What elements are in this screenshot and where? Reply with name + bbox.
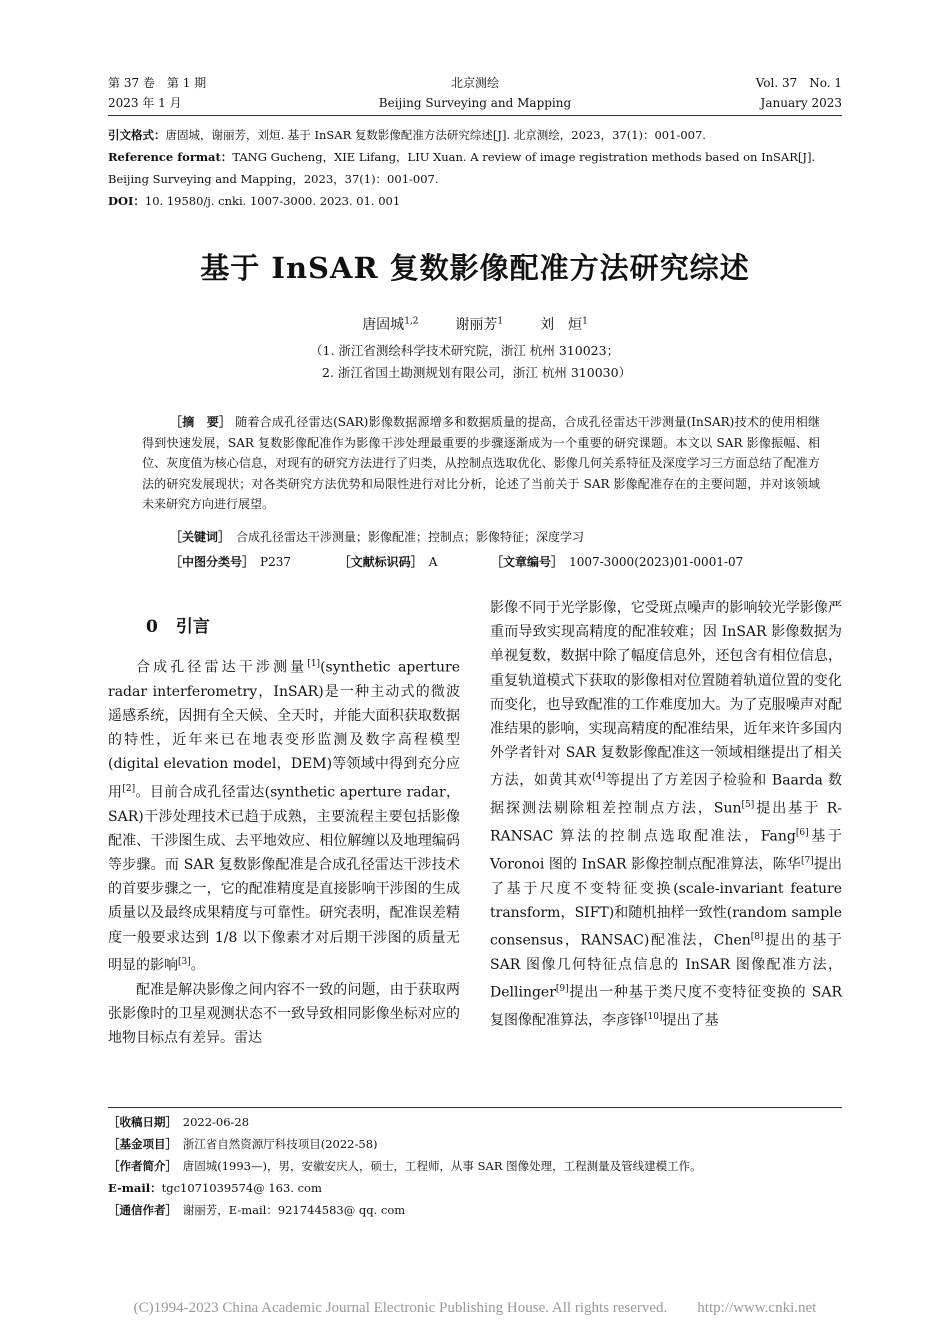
journal-volume-issue: 第 37 卷 第 1 期 bbox=[108, 76, 207, 90]
paragraph: 配准是解决影像之间内容不一致的问题，由于获取两张影像时的卫星观测状态不一致导致相同影像坐标对应的地物目标点有差异。雷达 bbox=[108, 981, 460, 1047]
classification-row bbox=[170, 552, 743, 572]
received-date: ［收稿日期］ 2022-06-28 bbox=[108, 1115, 250, 1129]
funding: ［基金项目］ 浙江省自然资源厅科技项目(2022-58) bbox=[108, 1137, 378, 1151]
abstract-text: 随着合成孔径雷达(SAR)影像数据源增多和数据质量的提高，合成孔径雷达干涉测量(InSAR)技术的使用相继得到快速发展，SAR 复数影像配准作为影像干涉处理最重要的步骤逐渐成为一个重要的研究课题。本文以 SAR 影像振幅、相位、灰度值为核心信息，对现有的研究方法进行了归类，从控制点选取优化、影像几何关系特征及深度学习三方面总结了配准方法的研究发展现状；对各类研究方法优势和局限性进行对比分析，论述了当前关于 SAR 影像配准存在的主要问题，并对该领域未来研究方向进行展望。 bbox=[142, 415, 820, 511]
citation-en: Reference format：TANG Gucheng，XIE Lifang，LIU Xuan. A review of image registration methods based on InSAR[J]. bbox=[108, 150, 816, 164]
keywords-text: 合成孔径雷达干涉测量；影像配准；控制点；影像特征；深度学习 bbox=[236, 530, 585, 544]
doi: DOI：10. 19580/j. cnki. 1007-3000. 2023. 01. 001 bbox=[108, 194, 401, 208]
author-bio: ［作者简介］ 唐固城(1993—)，男，安徽安庆人，硕士，工程师，从事 SAR 图像处理，工程测量及管线建模工作。 bbox=[108, 1159, 702, 1173]
author-1: 唐固城 bbox=[362, 317, 405, 333]
paragraph: 合成孔径雷达干涉测量[1](synthetic aperture radar interferometry，InSAR)是一种主动式的微波遥感系统，因拥有全天候、全天时，并能大面积获取数据的特性，近年来已在地表变形监测及数字高程模型(digital elevation model，DEM)等领域中得到充分应用[2]。目前合成孔径雷达(synthetic aperture radar，SAR)干涉处理技术已趋于成熟，主要流程主要包括影像配准、干涉图生成、去平地效应、相位解缠以及地理编码等步骤。而 SAR 复数影像配准是合成孔径雷达干涉技术的首要步骤之一，它的配准精度是直接影响干涉图的生成质量以及最终成果精度与可靠性。研究表明，配准误差精度一般要求达到 1/8 以下像素才对后期干涉图的质量无明显的影响[3]。 bbox=[108, 659, 460, 974]
affiliation-1: （1. 浙江省测绘科学技术研究院，浙江 杭州 310023； bbox=[310, 343, 620, 358]
citation-cn: 引文格式：唐固城，谢丽芳，刘烜. 基于 InSAR 复数影像配准方法研究综述[J]. 北京测绘，2023，37(1)：001-007. bbox=[108, 128, 706, 142]
copyright-notice: (C)1994-2023 China Academic Journal Electronic Publishing House. All rights reserved. http://www.cnki.net bbox=[133, 1300, 817, 1316]
clc-label: ［中图分类号］ bbox=[170, 555, 249, 569]
author-email: E-mail：tgc1071039574@ 163. com bbox=[108, 1181, 322, 1195]
affiliation-2: 2. 浙江省国土勘测规划有限公司，浙江 杭州 310030） bbox=[322, 365, 632, 380]
paper-title: 基于 InSAR 复数影像配准方法研究综述 bbox=[200, 251, 750, 285]
section-heading: 0 引言 bbox=[146, 617, 210, 637]
body-right-column bbox=[490, 596, 842, 1033]
citation-en-cont: Beijing Surveying and Mapping，2023，37(1)：001-007. bbox=[108, 172, 439, 186]
journal-name-en: Beijing Surveying and Mapping bbox=[378, 96, 572, 110]
author-3: 刘 烜 bbox=[540, 317, 583, 333]
journal-month-en: January 2023 bbox=[760, 96, 842, 110]
footnote-rule bbox=[108, 1107, 842, 1108]
body-left-column bbox=[108, 652, 460, 1050]
author-2: 谢丽芳 bbox=[455, 317, 498, 333]
header-rule bbox=[108, 115, 842, 116]
article-no-label: ［文章编号］ bbox=[491, 555, 558, 569]
doc-code-value: A bbox=[428, 555, 438, 569]
clc-value: P237 bbox=[260, 555, 292, 569]
doc-code-label: ［文献标识码］ bbox=[338, 555, 417, 569]
author-list: 唐固城$^{1,2}$ 谢丽芳$^1$ 刘 烜$^1$ bbox=[362, 316, 588, 333]
abstract-label: ［摘 要］ bbox=[170, 415, 232, 429]
paragraph: 影像不同于光学影像，它受斑点噪声的影响较光学影像严重而导致实现高精度的配准较难；因 InSAR 影像数据为单视复数，数据中除了幅度信息外，还包含有相位信息，重复轨道模式下获取的影像相对位置随着轨道位置的变化而变化，也导致配准的工作难度加大。为了克服噪声对配准结果的影响，实现高精度的配准结果，近年来许多国内外学者针对 SAR 复数影像配准这一领域相继提出了相关方法，如黄其欢[4]等提出了方差因子检验和 Baarda 数据探测法剔除粗差控制点方法，Sun[5]提出基于 R-RANSAC 算法的控制点选取配准法，Fang[6]基于 Voronoi 图的 InSAR 影像控制点配准算法，陈华[7]提出了基于尺度不变特征变换(scale-invariant feature transform，SIFT)和随机抽样一致性(random sample consensus，RANSAC)配准法，Chen[8]提出的基于 SAR 图像几何特征点信息的 InSAR 图像配准方法，Dellinger[9]提出一种基于类尺度不变特征变换的 SAR 复图像配准算法，李彦锋[10]提出了基 bbox=[490, 600, 842, 1029]
journal-date: 2023 年 1 月 bbox=[108, 96, 182, 110]
journal-vol-no-en: Vol. 37 No. 1 bbox=[755, 76, 842, 90]
abstract bbox=[142, 412, 820, 515]
article-no-value: 1007-3000(2023)01-0001-07 bbox=[569, 555, 744, 569]
corresponding-author: ［通信作者］ 谢丽芳，E-mail：921744583@ qq. com bbox=[108, 1203, 406, 1217]
keywords: ［关键词］ 合成孔径雷达干涉测量；影像配准；控制点；影像特征；深度学习 bbox=[170, 530, 585, 544]
citation-block bbox=[108, 124, 842, 212]
journal-name-cn: 北京测绘 bbox=[450, 76, 499, 90]
